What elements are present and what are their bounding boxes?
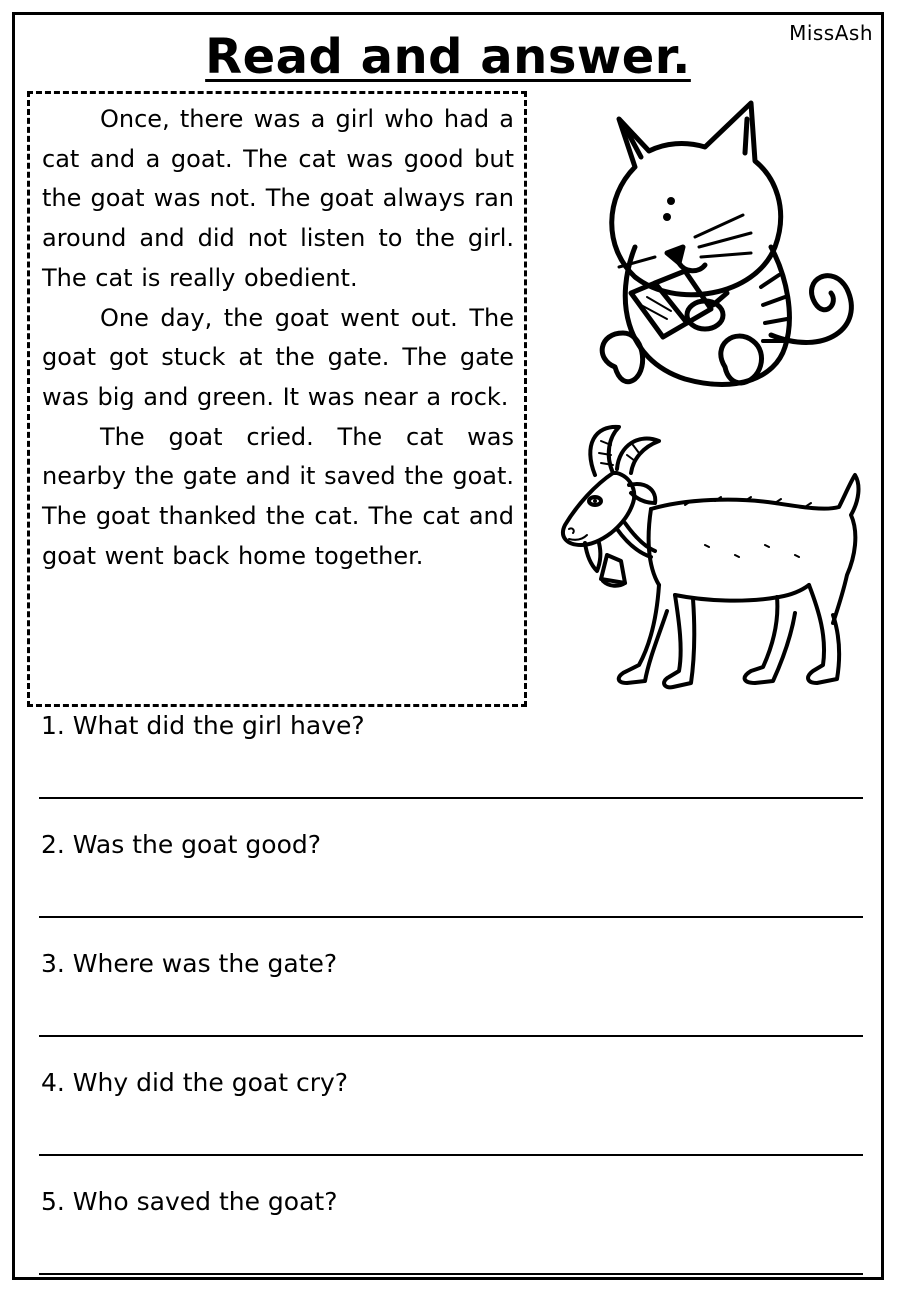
answer-line[interactable] xyxy=(39,1035,863,1037)
answer-line[interactable] xyxy=(39,1273,863,1275)
brand-signature: MissAsh xyxy=(789,21,873,45)
question-text: 1. What did the girl have? xyxy=(41,711,365,740)
illustrations xyxy=(555,97,875,697)
question-text: 5. Who saved the goat? xyxy=(41,1187,338,1216)
story-box xyxy=(27,91,527,707)
goat-with-bell-icon xyxy=(555,415,875,705)
story-paragraph-2: One day, the goat went out. The goat got stuck at the gate. The gate was big and green. It was near a rock. xyxy=(42,303,514,411)
answer-line[interactable] xyxy=(39,797,863,799)
question-text: 3. Where was the gate? xyxy=(41,949,338,978)
question-text: 4. Why did the goat cry? xyxy=(41,1068,349,1097)
story-paragraph-3: The goat cried. The cat was nearby the gate and it saved the goat. The goat thanked the cat. The cat and goat went back home together. xyxy=(42,422,514,570)
page-title: Read and answer. xyxy=(205,29,691,85)
answer-line[interactable] xyxy=(39,1154,863,1156)
worksheet xyxy=(12,12,884,1280)
cat-reading-book-icon xyxy=(575,97,875,397)
question-text: 2. Was the goat good? xyxy=(41,830,322,859)
answer-line[interactable] xyxy=(39,916,863,918)
story-paragraph-1: Once, there was a girl who had a cat and a goat. The cat was good but the goat was not. The goat always ran around and did not listen to the girl. The cat is really obedient. xyxy=(42,105,514,292)
